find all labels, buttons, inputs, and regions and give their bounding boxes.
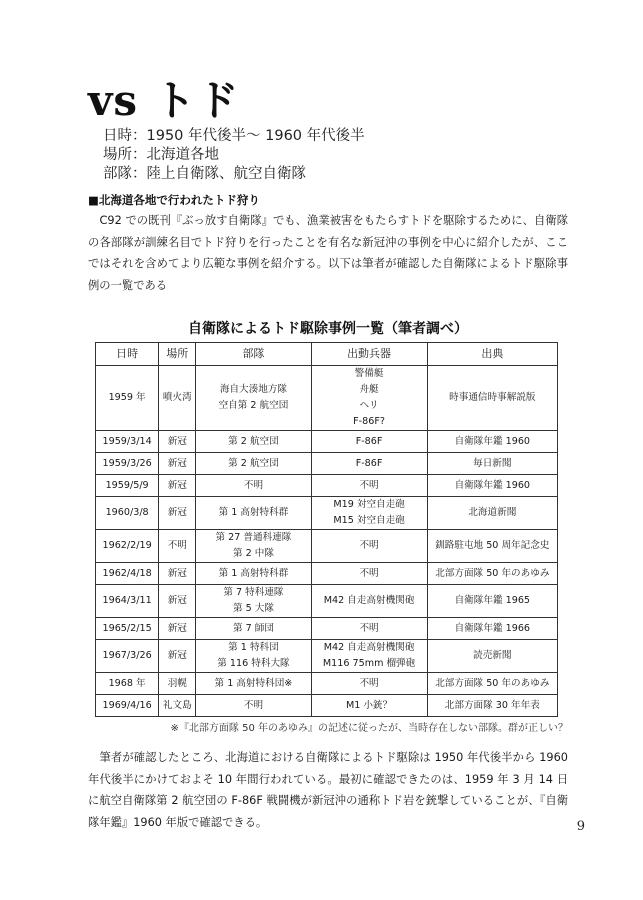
cell-place: 新冠 bbox=[159, 497, 196, 530]
cell-weapons: M42 自走高射機関砲 bbox=[311, 585, 427, 618]
cell-source: 自衛隊年鑑 1966 bbox=[427, 618, 557, 640]
cell-weapons: 不明 bbox=[311, 673, 427, 695]
cell-weapons: F-86F bbox=[311, 431, 427, 453]
cell-date: 1965/2/15 bbox=[96, 618, 159, 640]
cell-place: 新冠 bbox=[159, 563, 196, 585]
meta-block bbox=[103, 127, 365, 184]
cell-unit: 不明 bbox=[196, 475, 311, 497]
cell-date: 1959/5/9 bbox=[96, 475, 159, 497]
cell-place: 礼文島 bbox=[159, 695, 196, 717]
cell-source: 自衛隊年鑑 1965 bbox=[427, 585, 557, 618]
cell-date: 1959/3/14 bbox=[96, 431, 159, 453]
cell-date: 1962/2/19 bbox=[96, 530, 159, 563]
cell-date: 1968 年 bbox=[96, 673, 159, 695]
cell-unit: 第 1 高射特科群 bbox=[196, 563, 311, 585]
cell-place: 新冠 bbox=[159, 431, 196, 453]
cell-date: 1959/3/26 bbox=[96, 453, 159, 475]
cell-weapons: 警備艇 舟艇 ヘリ F-86F? bbox=[311, 366, 427, 431]
table-row bbox=[96, 618, 558, 640]
table-row bbox=[96, 530, 558, 563]
cell-date: 1960/3/8 bbox=[96, 497, 159, 530]
cell-date: 1959 年 bbox=[96, 366, 159, 431]
meta-units: 部隊：陸上自衛隊、航空自衛隊 bbox=[103, 166, 306, 182]
cell-source: 自衛隊年鑑 1960 bbox=[427, 431, 557, 453]
cell-date: 1969/4/16 bbox=[96, 695, 159, 717]
cell-source: 釧路駐屯地 50 周年記念史 bbox=[427, 530, 557, 563]
table-row bbox=[96, 585, 558, 618]
cell-place: 新冠 bbox=[159, 585, 196, 618]
cell-source: 時事通信時事解説版 bbox=[427, 366, 557, 431]
table-row bbox=[96, 431, 558, 453]
cell-source: 北海道新聞 bbox=[427, 497, 557, 530]
cell-weapons: 不明 bbox=[311, 530, 427, 563]
cell-source: 北部方面隊 30 年年表 bbox=[427, 695, 557, 717]
page-title: vs トド bbox=[88, 76, 240, 125]
cell-place: 新冠 bbox=[159, 475, 196, 497]
header-source: 出典 bbox=[427, 343, 557, 366]
cell-place: 新冠 bbox=[159, 453, 196, 475]
header-date: 日時 bbox=[96, 343, 159, 366]
table-body bbox=[96, 366, 558, 717]
cell-place: 不明 bbox=[159, 530, 196, 563]
cell-unit: 第 27 普通科連隊 第 2 中隊 bbox=[196, 530, 311, 563]
cell-source: 北部方面隊 50 年のあゆみ bbox=[427, 563, 557, 585]
cell-weapons: 不明 bbox=[311, 563, 427, 585]
table-row bbox=[96, 475, 558, 497]
page-number: 9 bbox=[576, 819, 585, 834]
cell-date: 1962/4/18 bbox=[96, 563, 159, 585]
table-header-row bbox=[96, 343, 558, 366]
table-row bbox=[96, 695, 558, 717]
cell-weapons: 不明 bbox=[311, 475, 427, 497]
table-row bbox=[96, 366, 558, 431]
cell-place: 噴火湾 bbox=[159, 366, 196, 431]
meta-place: 場所：北海道各地 bbox=[103, 147, 219, 163]
intro-paragraph: C92 での既刊『ぶっ放す自衛隊』でも、漁業被害をもたらすトドを駆除するために、自衛隊の各部隊が訓練名目でトド狩りを行ったことを有名な新冠沖の事例を中心に紹介したが、ここではそれを含めてより広範な事例を紹介する。以下は筆者が確認した自衛隊によるトド駆除事例の一覧である bbox=[88, 214, 568, 292]
cell-unit: 第 1 高射特科団※ bbox=[196, 673, 311, 695]
header-unit: 部隊 bbox=[196, 343, 311, 366]
incident-table bbox=[95, 342, 558, 717]
cell-place: 新冠 bbox=[159, 618, 196, 640]
table-caption: 自衛隊によるトド駆除事例一覧（筆者調べ） bbox=[188, 321, 468, 337]
cell-unit: 第 1 高射特科群 bbox=[196, 497, 311, 530]
cell-weapons: M42 自走高射機関砲 M116 75mm 榴弾砲 bbox=[311, 640, 427, 673]
table-row bbox=[96, 673, 558, 695]
cell-source: 毎日新聞 bbox=[427, 453, 557, 475]
cell-unit: 第 1 特科団 第 116 特科大隊 bbox=[196, 640, 311, 673]
cell-weapons: F-86F bbox=[311, 453, 427, 475]
table-row bbox=[96, 497, 558, 530]
body-paragraph: 筆者が確認したところ、北海道における自衛隊によるトド駆除は 1950 年代後半から 1960 年代後半にかけておよそ 10 年間行われている。最初に確認できたのは、1959 年 3 月 14 日に航空自衛隊第 2 航空団の F-86F 戦闘機が新冠沖の通称トド岩を銃撃していることが、『自衛隊年鑑』1960 年版で確認できる。 bbox=[88, 751, 568, 829]
cell-weapons: M19 対空自走砲 M15 対空自走砲 bbox=[311, 497, 427, 530]
section-heading: ■北海道各地で行われたトド狩り bbox=[88, 193, 260, 207]
cell-weapons: 不明 bbox=[311, 618, 427, 640]
header-weapons: 出動兵器 bbox=[311, 343, 427, 366]
cell-source: 自衛隊年鑑 1960 bbox=[427, 475, 557, 497]
table-row bbox=[96, 563, 558, 585]
cell-date: 1967/3/26 bbox=[96, 640, 159, 673]
cell-unit: 第 2 航空団 bbox=[196, 431, 311, 453]
cell-source: 北部方面隊 50 年のあゆみ bbox=[427, 673, 557, 695]
table-row bbox=[96, 453, 558, 475]
cell-place: 羽幌 bbox=[159, 673, 196, 695]
table-footnote: ※『北部方面隊 50 年のあゆみ』の記述に従ったが、当時存在しない部隊。群が正しい？ bbox=[170, 723, 568, 734]
cell-place: 新冠 bbox=[159, 640, 196, 673]
cell-unit: 第 2 航空団 bbox=[196, 453, 311, 475]
cell-unit: 第 7 師団 bbox=[196, 618, 311, 640]
table-row bbox=[96, 640, 558, 673]
cell-unit: 第 7 特科連隊 第 5 大隊 bbox=[196, 585, 311, 618]
cell-unit: 不明 bbox=[196, 695, 311, 717]
meta-date: 日時：1950 年代後半～ 1960 年代後半 bbox=[103, 128, 365, 144]
cell-weapons: M1 小銃？ bbox=[311, 695, 427, 717]
cell-date: 1964/3/11 bbox=[96, 585, 159, 618]
cell-unit: 海自大湊地方隊 空自第 2 航空団 bbox=[196, 366, 311, 431]
header-place: 場所 bbox=[159, 343, 196, 366]
cell-source: 読売新聞 bbox=[427, 640, 557, 673]
